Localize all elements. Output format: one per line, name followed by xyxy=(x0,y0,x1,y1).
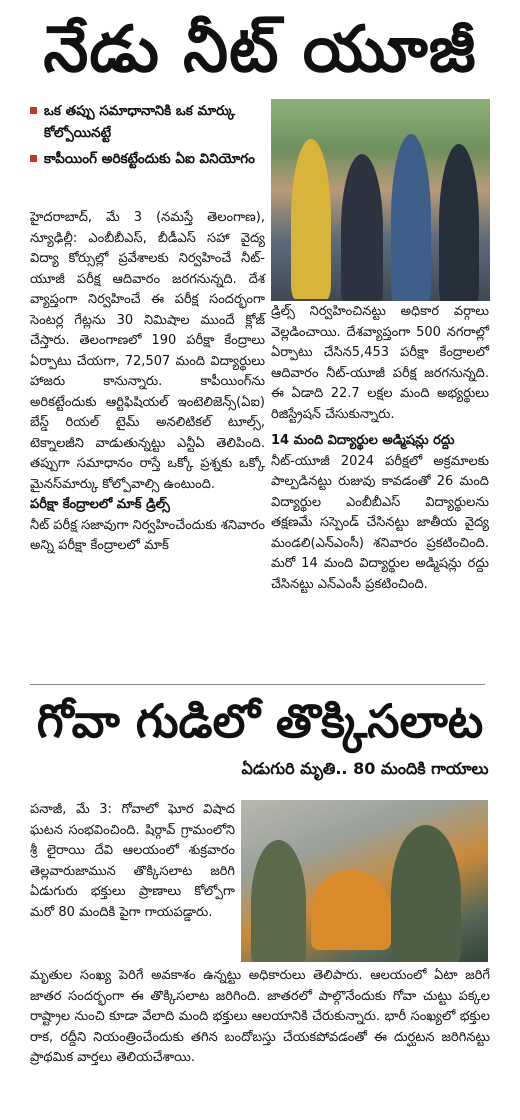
neet-paragraph: హైదరాబాద్, మే 3 (నమస్తే తెలంగాణ), న్యూఢిల్లీ: ఎంబీబీఎస్, బీడీఎస్ సహా వైద్య విద్యా కోర్సుల్లో ప్రవేశాలకు నిర్వహించే నీట్-యూజీ పరీక్ష ఆదివారం జరగనున్నది. దేశ వ్యాప్తంగా నిర్వహించే ఈ పరీక్ష సందర్భంగా సెంటర్ల గేట్లను 30 నిమిషాల ముందే క్లోజ్ చేస్తారు. తెలంగాణలో 190 పరీక్షా కేంద్రాలు ఏర్పాటు చేయగా, 72,507 మంది విద్యార్థులు హాజరు కానున్నారు. కాపీయింగ్‌ను అరికట్టేందుకు ఆర్టిఫిషియల్ ఇంటెలిజెన్స్(ఏఐ) బేస్డ్ రియల్ టైమ్ అనలిటికల్ టూల్స్, టెక్నాలజీని వాడుతున్నట్టు ఎన్టీఏ తెలిపింది. తప్పుగా సమాధానం రాస్తే ఒక్కో ప్రశ్నకు ఒక్కో మైనస్‌మార్కు కోల్పోవాల్సి ఉంటుంది. xyxy=(30,210,265,492)
bullet-square-icon xyxy=(30,155,37,162)
bullet-text: ఒక తప్పు సమాధానానికి ఒక మార్కు కోల్పోయినట్టే xyxy=(44,103,236,141)
bullet-item xyxy=(30,100,265,144)
neet-candidates-photo xyxy=(271,99,490,301)
article-divider xyxy=(30,684,485,685)
headline-neet: నేడు నీట్ యూజీ xyxy=(43,13,477,87)
neet-left-column xyxy=(30,208,265,557)
subhead-admissions-cancelled: 14 మంది విద్యార్థుల అడ్మిషన్లు రద్దు xyxy=(271,433,455,448)
neet-right-column xyxy=(271,302,489,595)
goa-stampede-photo xyxy=(241,800,488,962)
neet-paragraph: నీట్-యూజీ 2024 పరీక్షలో అక్రమాలకు పాల్పడినట్టు రుజువు కావడంతో 26 మంది విద్యార్థుల ఎంబీబీఎస్ విద్యార్థులను తక్షణమే సస్పెండ్ చేసినట్టు జాతీయ వైద్య మండలి(ఎన్ఎంసీ) శనివారం ప్రకటించింది. మరో 14 మంది విద్యార్థుల అడ్మిషన్లు రద్దు చేసినట్టు ఎన్ఎంసీ ప్రకటించింది. xyxy=(271,453,489,592)
goa-full-text: మృతుల సంఖ్య పెరిగే అవకాశం ఉన్నట్టు అధికారులు తెలిపారు. ఆలయంలో ఏటా జరిగే జాతర సందర్భంగా ఈ తొక్కిసలాట జరిగింది. జాతరలో పాల్గొనేందుకు గోవా చుట్టు పక్కల రాష్ట్రాల నుంచి కూడా వేలాది మంది భక్తులు ఆలయానికి చేరుకున్నారు. భారీ సంఖ్యలో భక్తుల రాక, రద్దీని నియంత్రించేందుకు తగిన బందోబస్తు చేయకపోవడంతో ఈ దుర్ఘటన జరిగినట్టు ప్రాథమిక వార్తలు తెలియచేశాయి. xyxy=(30,968,490,1065)
bullet-text: కాపీయింగ్ అరికట్టేందుకు ఏఐ వినియోగం xyxy=(44,151,255,167)
subhead-mock-drills: పరీక్షా కేంద్రాలలో మాక్ డ్రిల్స్ xyxy=(30,497,170,512)
goa-left-text: పనాజీ, మే 3: గోవాలో ఘోర విషాద ఘటన సంభవించింది. షిర్గావ్ గ్రామంలోని శ్రీ లైరాయి దేవి ఆలయంలో శుక్రవారం తెల్లవారుజామున తొక్కిసలాట జరిగి ఏడుగురు భక్తులు ప్రాణాలు కోల్పోగా మరో 80 మందికి పైగా గాయపడ్డారు. xyxy=(30,802,235,920)
bullet-square-icon xyxy=(30,107,37,114)
subheadline-goa: ఏడుగురి మృతి.. 80 మందికి గాయాలు xyxy=(241,759,489,778)
neet-paragraph: డ్రిల్స్ నిర్వహించినట్టు అధికార వర్గాలు వెల్లడించాయి. దేశవ్యాప్తంగా 500 నగరాల్లో ఏర్పాటు చేసిన5,453 పరీక్షా కేంద్రాలలో ఆదివారం నీట్-యూజీ పరీక్ష జరగనున్నది. ఈ ఏడాది 22.7 లక్షల మంది అభ్యర్థులు రిజిస్ట్రేషన్ చేసుకున్నారు. xyxy=(271,304,489,422)
neet-paragraph: నీట్ పరీక్ష సజావుగా నిర్వహించేందుకు శనివారం అన్ని పరీక్షా కేంద్రాలలో మాక్ xyxy=(30,517,265,553)
bullet-list xyxy=(30,100,265,174)
bullet-item xyxy=(30,148,265,170)
headline-goa: గోవా గుడిలో తొక్కిసలాట xyxy=(36,694,484,748)
